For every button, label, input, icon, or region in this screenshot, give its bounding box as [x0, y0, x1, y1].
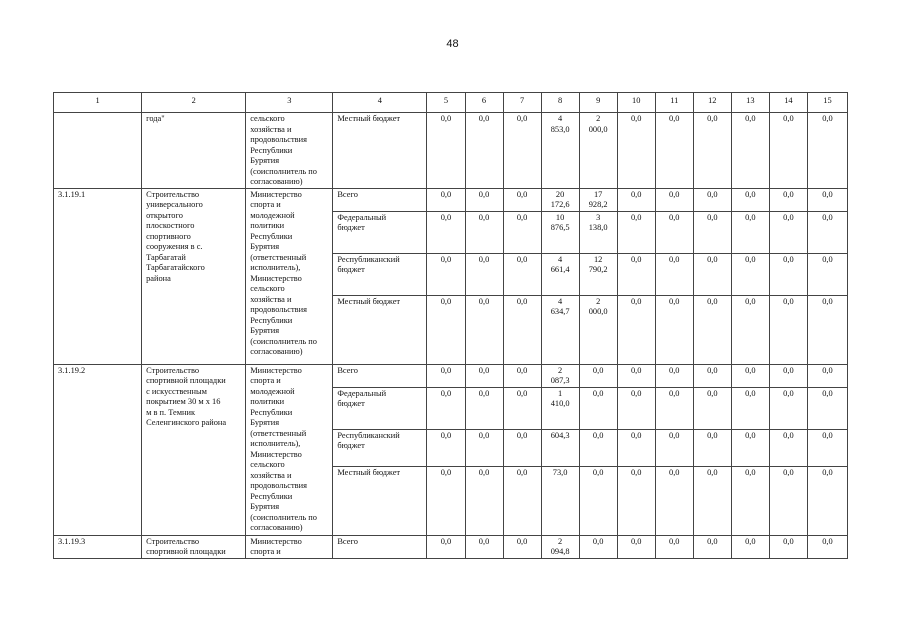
value-cell: 0,0 — [693, 466, 731, 535]
value-cell: 0,0 — [731, 429, 769, 466]
value-cell: 0,0 — [503, 188, 541, 211]
value-cell: 73,0 — [541, 466, 579, 535]
value-cell: 0,0 — [427, 535, 465, 558]
value-cell: 0,0 — [427, 429, 465, 466]
value-cell: 0,0 — [465, 364, 503, 387]
table-row — [54, 113, 848, 189]
value-cell: 0,0 — [769, 253, 807, 295]
value-cell: 0,0 — [769, 113, 807, 189]
value-cell: 0,0 — [807, 466, 847, 535]
value-cell: 0,0 — [465, 466, 503, 535]
column-header: 6 — [465, 93, 503, 113]
value-cell: 0,0 — [427, 253, 465, 295]
value-cell: 0,0 — [731, 253, 769, 295]
value-cell: 0,0 — [693, 253, 731, 295]
value-cell: 4 853,0 — [541, 113, 579, 189]
value-cell: 0,0 — [579, 466, 617, 535]
value-cell: 0,0 — [579, 387, 617, 429]
value-cell: 0,0 — [465, 535, 503, 558]
measure-name-cell: Строительство универсального открытого плоскостного спортивного сооружения в с. Тарбагатай Тарбагатайского района — [142, 188, 246, 364]
value-cell: 0,0 — [693, 535, 731, 558]
value-cell: 0,0 — [465, 429, 503, 466]
measure-code-cell: 3.1.19.2 — [54, 364, 142, 535]
value-cell: 0,0 — [731, 211, 769, 253]
value-cell: 0,0 — [693, 295, 731, 364]
value-cell: 0,0 — [579, 535, 617, 558]
value-cell: 0,0 — [731, 387, 769, 429]
column-header: 2 — [142, 93, 246, 113]
funding-source-cell: Местный бюджет — [333, 466, 427, 535]
value-cell: 2 094,8 — [541, 535, 579, 558]
funding-source-cell: Всего — [333, 535, 427, 558]
funding-source-cell: Республиканский бюджет — [333, 253, 427, 295]
value-cell: 0,0 — [693, 364, 731, 387]
table-body — [54, 93, 848, 559]
column-header: 5 — [427, 93, 465, 113]
value-cell: 0,0 — [655, 364, 693, 387]
funding-source-cell: Местный бюджет — [333, 113, 427, 189]
value-cell: 0,0 — [807, 188, 847, 211]
value-cell: 0,0 — [503, 429, 541, 466]
value-cell: 0,0 — [731, 466, 769, 535]
value-cell: 0,0 — [503, 364, 541, 387]
value-cell: 0,0 — [617, 188, 655, 211]
funding-source-cell: Всего — [333, 364, 427, 387]
value-cell: 0,0 — [655, 253, 693, 295]
column-header: 11 — [655, 93, 693, 113]
header-row — [54, 93, 848, 113]
value-cell: 0,0 — [427, 295, 465, 364]
executor-cell: сельского хозяйства и продовольствия Республики Бурятия (соисполнитель по согласованию) — [246, 113, 333, 189]
value-cell: 0,0 — [427, 113, 465, 189]
value-cell: 0,0 — [617, 113, 655, 189]
value-cell: 0,0 — [807, 113, 847, 189]
value-cell: 0,0 — [731, 295, 769, 364]
value-cell: 0,0 — [503, 466, 541, 535]
table-row — [54, 364, 848, 387]
value-cell: 0,0 — [617, 364, 655, 387]
value-cell: 0,0 — [693, 387, 731, 429]
value-cell: 0,0 — [693, 113, 731, 189]
value-cell: 0,0 — [503, 253, 541, 295]
column-header: 1 — [54, 93, 142, 113]
value-cell: 0,0 — [655, 113, 693, 189]
funding-source-cell: Местный бюджет — [333, 295, 427, 364]
funding-source-cell: Федеральный бюджет — [333, 211, 427, 253]
value-cell: 0,0 — [655, 211, 693, 253]
executor-cell: Министерство спорта и — [246, 535, 333, 558]
table-row — [54, 188, 848, 211]
value-cell: 10 876,5 — [541, 211, 579, 253]
column-header: 4 — [333, 93, 427, 113]
value-cell: 3 138,0 — [579, 211, 617, 253]
value-cell: 2 000,0 — [579, 295, 617, 364]
value-cell: 0,0 — [769, 188, 807, 211]
column-header: 14 — [769, 93, 807, 113]
value-cell: 0,0 — [769, 535, 807, 558]
value-cell: 0,0 — [693, 188, 731, 211]
value-cell: 0,0 — [503, 295, 541, 364]
value-cell: 0,0 — [807, 429, 847, 466]
value-cell: 0,0 — [807, 253, 847, 295]
value-cell: 0,0 — [427, 387, 465, 429]
measure-name-cell: Строительство спортивной площадки — [142, 535, 246, 558]
executor-cell: Министерство спорта и молодежной политики Республики Бурятия (ответственный исполнитель), Министерство сельского хозяйства и продовольствия Республики Бурятия (соисполнитель по согласованию) — [246, 364, 333, 535]
value-cell: 0,0 — [693, 211, 731, 253]
value-cell: 2 000,0 — [579, 113, 617, 189]
funding-source-cell: Федеральный бюджет — [333, 387, 427, 429]
funding-source-cell: Всего — [333, 188, 427, 211]
executor-cell: Министерство спорта и молодежной политики Республики Бурятия (ответственный исполнитель), Министерство сельского хозяйства и продовольствия Республики Бурятия (соисполнитель по согласованию) — [246, 188, 333, 364]
value-cell: 4 661,4 — [541, 253, 579, 295]
value-cell: 0,0 — [731, 364, 769, 387]
value-cell: 0,0 — [655, 295, 693, 364]
value-cell: 0,0 — [503, 211, 541, 253]
value-cell: 4 634,7 — [541, 295, 579, 364]
value-cell: 0,0 — [465, 211, 503, 253]
value-cell: 0,0 — [769, 387, 807, 429]
value-cell: 0,0 — [579, 429, 617, 466]
budget-table — [53, 92, 848, 559]
value-cell: 2 087,3 — [541, 364, 579, 387]
value-cell: 0,0 — [427, 188, 465, 211]
value-cell: 0,0 — [465, 295, 503, 364]
value-cell: 0,0 — [807, 387, 847, 429]
value-cell: 0,0 — [465, 387, 503, 429]
value-cell: 0,0 — [807, 295, 847, 364]
value-cell: 0,0 — [731, 535, 769, 558]
table-row — [54, 535, 848, 558]
value-cell: 0,0 — [807, 364, 847, 387]
value-cell: 0,0 — [769, 295, 807, 364]
value-cell: 0,0 — [579, 364, 617, 387]
value-cell: 604,3 — [541, 429, 579, 466]
measure-code-cell: 3.1.19.1 — [54, 188, 142, 364]
value-cell: 0,0 — [427, 364, 465, 387]
value-cell: 0,0 — [769, 364, 807, 387]
column-header: 7 — [503, 93, 541, 113]
value-cell: 0,0 — [617, 387, 655, 429]
value-cell: 0,0 — [769, 466, 807, 535]
value-cell: 0,0 — [617, 253, 655, 295]
column-header: 13 — [731, 93, 769, 113]
value-cell: 0,0 — [617, 211, 655, 253]
funding-source-cell: Республиканский бюджет — [333, 429, 427, 466]
value-cell: 0,0 — [503, 387, 541, 429]
value-cell: 1 410,0 — [541, 387, 579, 429]
value-cell: 0,0 — [769, 211, 807, 253]
value-cell: 0,0 — [427, 211, 465, 253]
value-cell: 0,0 — [617, 429, 655, 466]
value-cell: 0,0 — [427, 466, 465, 535]
value-cell: 0,0 — [655, 429, 693, 466]
value-cell: 0,0 — [465, 188, 503, 211]
value-cell: 0,0 — [655, 535, 693, 558]
column-header: 10 — [617, 93, 655, 113]
measure-name-cell: года" — [142, 113, 246, 189]
value-cell: 0,0 — [503, 535, 541, 558]
measure-code-cell: 3.1.19.3 — [54, 535, 142, 558]
value-cell: 0,0 — [731, 188, 769, 211]
value-cell: 20 172,6 — [541, 188, 579, 211]
column-header: 15 — [807, 93, 847, 113]
value-cell: 0,0 — [655, 387, 693, 429]
page-number: 48 — [446, 38, 459, 50]
value-cell: 0,0 — [807, 535, 847, 558]
value-cell: 0,0 — [465, 113, 503, 189]
value-cell: 0,0 — [693, 429, 731, 466]
value-cell: 0,0 — [655, 466, 693, 535]
value-cell: 0,0 — [617, 466, 655, 535]
column-header: 8 — [541, 93, 579, 113]
value-cell: 0,0 — [655, 188, 693, 211]
column-header: 3 — [246, 93, 333, 113]
column-header: 9 — [579, 93, 617, 113]
value-cell: 17 928,2 — [579, 188, 617, 211]
value-cell: 0,0 — [617, 295, 655, 364]
measure-name-cell: Строительство спортивной площадки с искусственным покрытием 30 м x 16 м в п. Темник Селенгинского района — [142, 364, 246, 535]
value-cell: 0,0 — [731, 113, 769, 189]
value-cell: 0,0 — [807, 211, 847, 253]
value-cell: 12 790,2 — [579, 253, 617, 295]
value-cell: 0,0 — [769, 429, 807, 466]
value-cell: 0,0 — [465, 253, 503, 295]
value-cell: 0,0 — [503, 113, 541, 189]
measure-code-cell — [54, 113, 142, 189]
value-cell: 0,0 — [617, 535, 655, 558]
column-header: 12 — [693, 93, 731, 113]
